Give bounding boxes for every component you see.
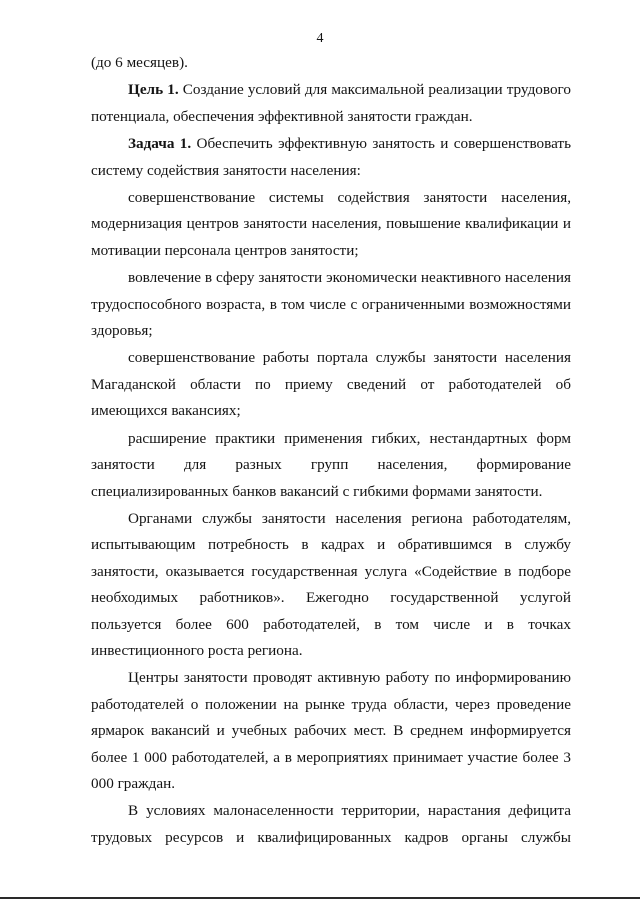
goal-heading: Цель 1. (128, 81, 179, 99)
paragraph-continuation (91, 50, 571, 76)
paragraph-text: Центры занятости проводят активную работу по информированию работодателей о положении на рынке труда области, через проведение ярмарок вакансий и учебных рабочих мест. В среднем информируется более 1 000 работодателей, а в мероприятиях принимает участие более 3 000 граждан. (91, 669, 571, 792)
paragraph-task (91, 131, 571, 184)
paragraph-text: Органами службы занятости населения региона работодателям, испытывающим потребность в кадрах и обратившимся в службу занятости, оказывается государственная услуга «Содействие в подборе необходимых работников». Ежегодно государственной услугой пользуется более 600 работодателей, в том числе и в точках инвестиционного роста региона. (91, 509, 571, 659)
bottom-rule (0, 897, 640, 899)
list-item (91, 345, 571, 424)
page-number: 4 (316, 31, 324, 46)
paragraph-text: В условиях малонаселенности территории, нарастания дефицита трудовых ресурсов и квалифицированных кадров органы службы (91, 802, 571, 846)
paragraph-text: (до 6 месяцев). (91, 54, 188, 71)
paragraph-goal (91, 77, 571, 130)
paragraph (91, 506, 571, 664)
paragraph-text: совершенствование системы содействия занятости населения, модернизация центров занятости населения, повышение квалификации и мотивации персонала центров занятости; (91, 189, 571, 259)
paragraph-text: вовлечение в сферу занятости экономически неактивного населения трудоспособного возраста, в том числе с ограниченными возможностями здоровья; (91, 269, 571, 340)
task-heading: Задача 1. (128, 135, 192, 153)
paragraph-text: Создание условий для максимальной реализации трудового потенциала, обеспечения эффективной занятости граждан. (91, 81, 571, 125)
paragraph-text: расширение практики применения гибких, нестандартных форм занятости для разных групп населения, формирование специализированных банков вакансий с гибкими формами занятости. (91, 429, 571, 500)
paragraph-continued (91, 798, 571, 851)
paragraph (91, 665, 571, 797)
paragraph-text: Обеспечить эффективную занятость и совершенствовать систему содействия занятости населения: (91, 135, 571, 179)
list-item (91, 185, 571, 264)
document-body (91, 50, 571, 851)
paragraph-text: совершенствование работы портала службы занятости населения Магаданской области по приему сведений от работодателей об имеющихся вакансиях; (91, 349, 571, 420)
list-item (91, 426, 571, 505)
list-item (91, 265, 571, 344)
